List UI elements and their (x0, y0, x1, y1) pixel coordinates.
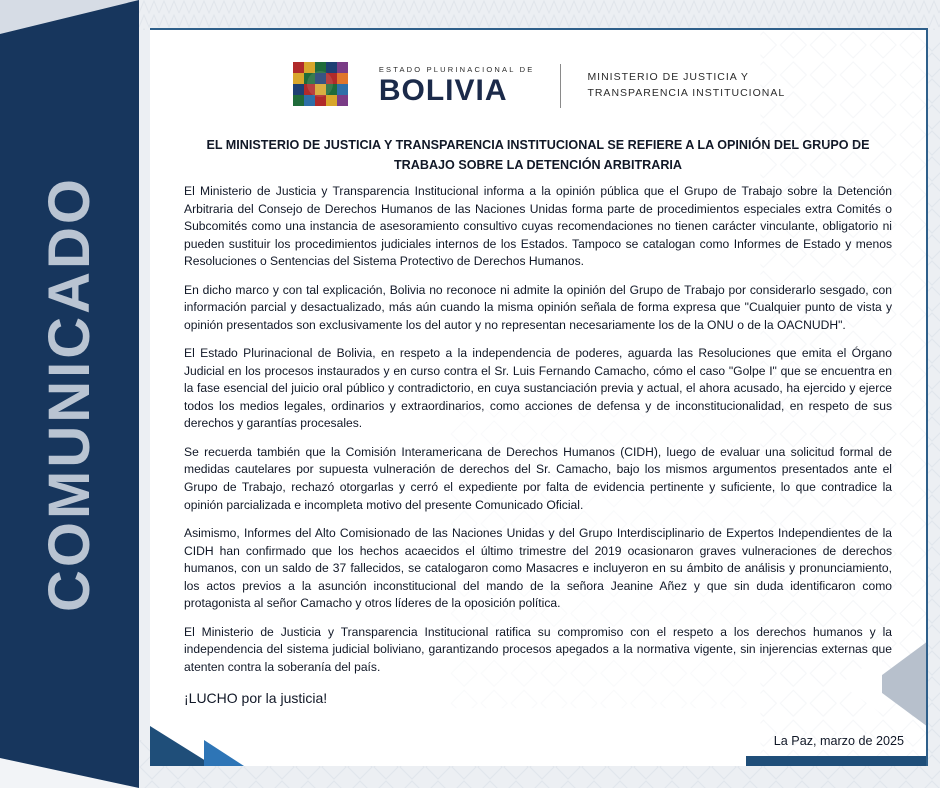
paragraph: Asimismo, Informes del Alto Comisionado de las Naciones Unidas y del Grupo Interdisciplinario de Expertos Independientes de la CIDH han confirmado que los hechos acaecidos el último trimestre del 2019 ocasionaron graves vulneraciones de derechos humanos, con un saldo de 37 fallecidos, se catalogaron como Masacres e incluyeron en su ámbito de análisis y pronunciamiento, los actos previos a la asunción inconstitucional del mando de la señora Jeanine Añez y que sin duda identificaron como protagonista al señor Camacho y otros líderes de la oposición política. (184, 526, 892, 611)
band-title-comunicado: COMUNICADO (37, 176, 102, 612)
paragraph: El Estado Plurinacional de Bolivia, en respeto a la independencia de poderes, aguarda las Resoluciones que emita el Órgano Judicial en los procesos instaurados y en curso contra el Sr. Luis Fernando Camacho, cómo el caso "Golpe I" que se encuentra en la fase esencial del juicio oral público y contradictorio, en cuya sustanciación previa y actual, el ahora acusado, ha ejercido y ejerce todos los medios legales, ordinarios y extraordinarios, como acciones de defensa y de inconstitucionalidad, en respeto de sus derechos y garantías procesales. (184, 346, 892, 431)
country-supra-label: ESTADO PLURINACIONAL DE (378, 65, 535, 75)
bottom-left-triangle-decoration-2 (204, 740, 244, 766)
document-sheet (150, 28, 928, 766)
left-vertical-band (0, 0, 139, 788)
paragraph: El Ministerio de Justicia y Transparencia Institucional ratifica su compromiso con el respeto a los derechos humanos y la independencia del sistema judicial boliviano, garantizando procesos apegados a la normativa vigente, sin injerencias externas que atenten contra la soberanía del país. (184, 624, 892, 674)
brand-text (379, 66, 535, 106)
header-divider (560, 64, 561, 108)
bolivia-coat-of-arms-icon (291, 58, 365, 114)
country-label: BOLIVIA (378, 73, 508, 107)
paragraph: El Ministerio de Justicia y Transparencia Institucional informa a la opinión pública que el Grupo de Trabajo sobre la Detención Arbitraria del Consejo de Derechos Humanos de las Naciones Unidas forma parte de procedimientos especiales extra Comités o Subcomités como una instancia de asesoramiento consultivo cuyas recomendaciones no tienen carácter vinculante, obligatorio ni pueden sustituir los procedimientos judiciales internos de los Estados. Tampoco se catalogan como Informes de Estado y menos Resoluciones o Sentencias del Sistema Protectivo de Derechos Humanos. (184, 184, 892, 269)
document-body (184, 183, 892, 706)
document-sheet-inner (150, 30, 926, 766)
ministry-line-2: TRANSPARENCIA INSTITUCIONAL (587, 87, 786, 99)
ministry-name (587, 70, 785, 102)
ministry-line-1: MINISTERIO DE JUSTICIA Y (587, 71, 749, 84)
chevron-left-inner-decoration-icon (840, 654, 882, 714)
paragraph: En dicho marco y con tal explicación, Bolivia no reconoce ni admite la opinión del Grupo de Trabajo por considerarlo sesgado, con información parcial y desactualizado, más aún cuando la misma opinión señala de forma expresa que "Cualquier punto de vista y opinión presentados son exclusivamente los del autor y no representan necesariamente los de la ONU o de la OACNUDH". (184, 282, 892, 332)
place-and-date: La Paz, marzo de 2025 (773, 734, 904, 748)
bottom-right-bar-decoration (746, 756, 926, 766)
page-title: EL MINISTERIO DE JUSTICIA Y TRANSPARENCIA INSTITUCIONAL SE REFIERE A LA OPINIÓN DEL GRUPO DE TRABAJO SOBRE LA DETENCIÓN ARBITRARIA (206, 138, 870, 172)
slogan-text: ¡LUCHO por la justicia! (184, 690, 328, 707)
document-header (150, 30, 926, 120)
paragraph: Se recuerda también que la Comisión Interamericana de Derechos Humanos (CIDH), luego de evaluar una solicitud formal de medidas cautelares por supuesta vulneración de derechos del Sr. Camacho, bajo los mismos argumentos presentados ante el Grupo de Trabajo, rechazó otorgarlas y cerró el expediente por falta de evidencia pertinente y suficiente, lo que contradice la opinión parcializada e incompleta motivo del presente Comunicado Oficial. (184, 444, 892, 512)
